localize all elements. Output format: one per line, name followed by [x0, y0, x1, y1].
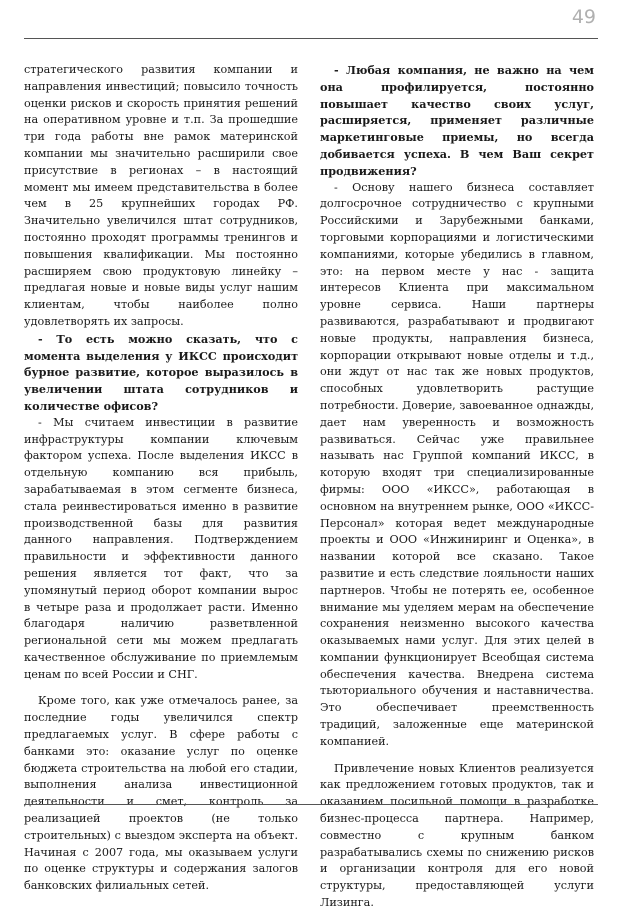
paragraph: - Мы считаем инвестиции в развитие инфраструктуры компании ключевым фактором успеха. После выделения ИКСС в отдельную компанию вся прибыль, зарабатываемая в этом сегменте бизнеса, стала реинвестироваться именно в развитие производственной базы для развития данного направления. Подтверждением правильности и эффективности данного решения является тот факт, что за упомянутый период оборот компании вырос в четыре раза и продолжает расти. Именно благодаря наличию разветвленной региональной сети мы можем предлагать качественное обслуживание по приемлемым ценам по всей России и СНГ. — [24, 415, 298, 681]
paragraph: - Основу нашего бизнеса составляет долгосрочное сотрудничество с крупными Российскими и Зарубежными банками, торговыми корпорациями и логистическими компаниями, которые убедились в главном, это: на первом месте у нас - защита интересов Клиента при максимальном уровне сервиса. Наши партнеры развиваются, разрабатывают и продвигают новые продукты, направления бизнеса, корпорации открывают новые отделы и т.д., они ждут от нас так же новых продуктов, способных удовлетворить растущие потребности. Доверие, завоеванное однажды, дает нам уверенность и возможность развиваться. Сейчас уже правильнее называть нас Группой компаний ИКСС, в которую входят три специализированные фирмы: ООО «ИКСС», работающая в основном на внутреннем рынке, ООО «ИКСС-Персонал» которая ведет международные проекты и ООО «Инжиниринг и Оценка», в названии которой все сказано. Такое развитие и есть следствие лояльности наших партнеров. Чтобы не потерять ее, особенное внимание мы уделяем мерам на обеспечение сохранения неизменно высокого качества оказываемых нами услуг. Для этих целей в компании функционирует Всеобщая система обеспечения качества. Внедрена система тьюториального обучения и наставничества. Это обеспечивает преемственность традиций, заложенные еще материнской компанией. — [320, 180, 594, 748]
bottom-rule — [24, 804, 598, 805]
paragraph: стратегического развития компании и направления инвестиций; повысило точность оценки рисков и скорость принятия решений на оперативном уровне и т.п. За прошедшие три года работы вне рамок материнской компании мы значительно расширили свое присутствие в регионах – в настоящий момент мы имеем представительства в более чем в 25 крупнейших городах РФ. Значительно увеличился штат сотрудников, постоянно проходят программы тренингов и повышения квалификации. Мы постоянно расширяем свою продуктовую линейку – предлагая новые и новые виды услуг нашим клиентам, чтобы наиболее полно удовлетворять их запросы. — [24, 63, 298, 328]
top-rule — [24, 38, 598, 39]
paragraph: Кроме того, как уже отмечалось ранее, за последние годы увеличился спектр предлагаемых услуг. В сфере работы с банками это: оказание услуг по оценке бюджета строительства на любой его стадии, выполнения анализа инвестиционной деятельности и смет, контроль за реализацией проектов (не только строительных) с выездом эксперта на объект. Начиная с 2007 года, мы оказываем услуги по оценке структуры и содержания залогов банковских филиальных сетей. — [24, 694, 298, 893]
paragraph: Привлечение новых Клиентов реализуется как предложением готовых продуктов, так и оказанием посильной помощи в разработке бизнес-процесса партнера. Например, совместно с крупным банком разрабатывались схемы по снижению рисков и организации контроля для его новой структуры, предоставляющей услуги Лизинга. — [320, 761, 594, 910]
question-paragraph: - Любая компания, не важно на чем она профилируется, постоянно повышает качество своих услуг, расширяется, применяет различные маркетинговые приемы, но всегда добивается успеха. В чем Ваш секрет продвижения? — [320, 63, 594, 178]
right-column — [320, 62, 594, 912]
left-column — [24, 62, 298, 895]
page-number: 49 — [571, 6, 596, 28]
question-paragraph: - То есть можно сказать, что с момента выделения у ИКСС происходит бурное развитие, которое выразилось в увеличении штата сотрудников и количестве офисов? — [24, 331, 298, 413]
